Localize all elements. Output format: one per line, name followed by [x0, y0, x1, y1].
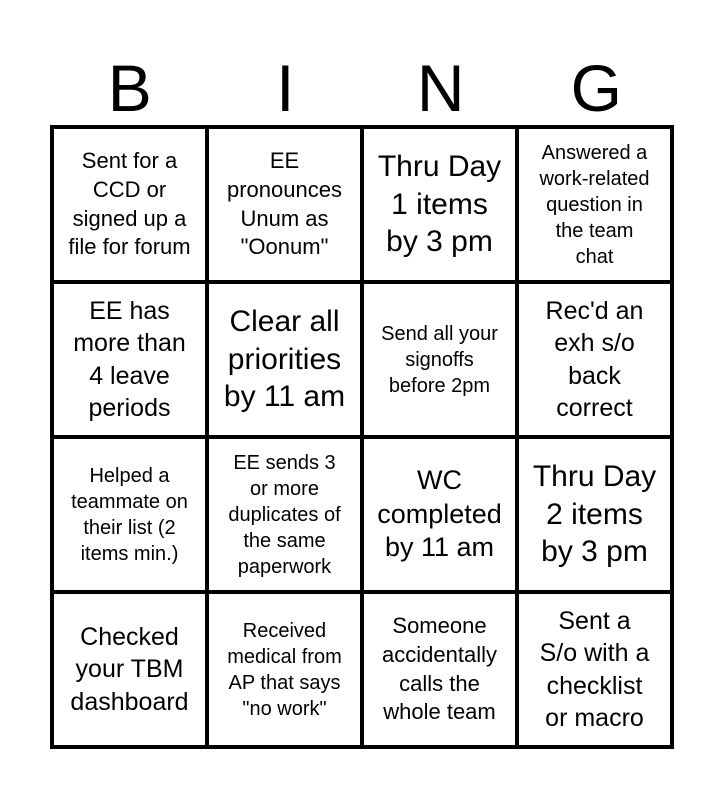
bingo-cell[interactable]: Clear all priorities by 11 am: [209, 284, 360, 435]
bingo-cell[interactable]: Rec'd an exh s/o back correct: [519, 284, 670, 435]
header-letter-g: G: [570, 51, 622, 125]
bingo-cell[interactable]: Sent for a CCD or signed up a file for forum: [54, 129, 205, 280]
bingo-grid: [50, 125, 674, 749]
header-letter-n: N: [416, 51, 465, 125]
bingo-cell[interactable]: Thru Day 2 items by 3 pm: [519, 439, 670, 590]
bingo-cell[interactable]: Thru Day 1 items by 3 pm: [364, 129, 515, 280]
bingo-cell[interactable]: WC completed by 11 am: [364, 439, 515, 590]
bingo-cell[interactable]: Someone accidentally calls the whole team: [364, 594, 515, 745]
header-letter-b: B: [107, 51, 152, 125]
bingo-header: [52, 50, 674, 126]
bingo-cell[interactable]: Answered a work-related question in the team chat: [519, 129, 670, 280]
bingo-cell[interactable]: EE sends 3 or more duplicates of the same paperwork: [209, 439, 360, 590]
bingo-cell[interactable]: EE has more than 4 leave periods: [54, 284, 205, 435]
bingo-cell[interactable]: Checked your TBM dashboard: [54, 594, 205, 745]
bingo-cell[interactable]: Received medical from AP that says "no work": [209, 594, 360, 745]
bingo-cell[interactable]: Send all your signoffs before 2pm: [364, 284, 515, 435]
header-letter-i: I: [276, 51, 295, 125]
bingo-cell[interactable]: EE pronounces Unum as "Oonum": [209, 129, 360, 280]
bingo-cell[interactable]: Sent a S/o with a checklist or macro: [519, 594, 670, 745]
bingo-cell[interactable]: Helped a teammate on their list (2 items min.): [54, 439, 205, 590]
